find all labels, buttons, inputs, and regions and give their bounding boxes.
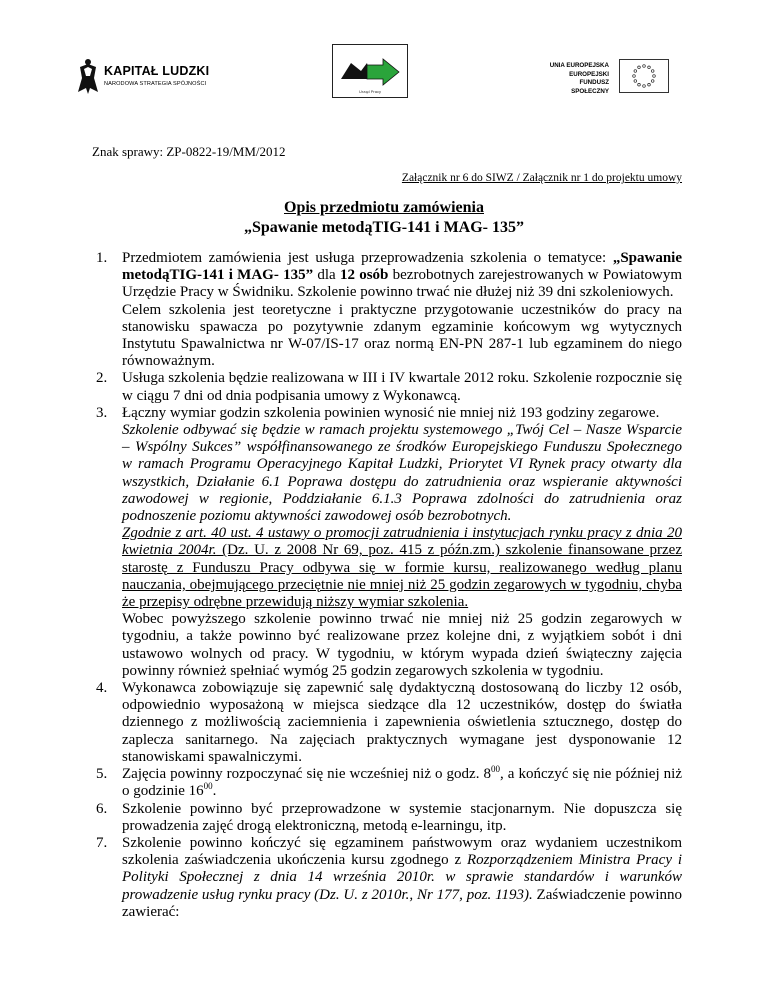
course-name: „Spawanie metodąTIG-141 i MAG- 135” [122, 250, 682, 284]
text-run: Szkolenie powinno kończyć się egzaminem państwowym oraz wydaniem uczestnikom szkolenia zaświadczenia ukończenia kursu zgodnego z [122, 834, 682, 869]
eu-stars-icon [620, 60, 668, 92]
eu-line-3: FUNDUSZ SPOŁECZNY [571, 79, 609, 95]
kapital-ludzki-title: KAPITAŁ LUDZKI [104, 64, 210, 78]
item-number: 4. [96, 680, 108, 697]
text-run: (Dz. U. z 2008 Nr 69, poz. 415 z późn.zm.) szkolenie finansowane przez starostę z Funduszu Pracy odbywa się w formie kursu, realizowanego według planu nauczania, obejmującego przeciętnie nie mniej niż 25 godzin zegarowych w tygodniu, chyba że przepisy odrębne przewidują niższy wymiar szkolenia. [122, 542, 682, 611]
document-subtitle: „Spawanie metodąTIG-141 i MAG- 135” [244, 219, 524, 236]
item-1-paragraph-1 [122, 250, 682, 302]
item-3-project-description: Szkolenie odbywać się będzie w ramach projektu systemowego „Twój Cel – Nasze Wsparcie – Wspólny Sukces” współfinansowanego ze środków Europejskiego Funduszu Społecznego w ramach Programu Operacyjnego Kapitał Ludzki, Priorytet VI Rynek pracy otwarty dla wszystkich, Działanie 6.1 Poprawa dostępu do zatrudnienia oraz wspieranie aktywności zawodowej w regionie, Poddziałanie 6.1.3 Poprawa zdolności do zatrudnienia oraz podnoszenie poziomu aktywności zawodowej osób bezrobotnych. [122, 422, 682, 525]
text-run: Zajęcia powinny rozpoczynać się nie wcześniej niż o godz. 8 [122, 766, 491, 783]
item-1-paragraph-2: Celem szkolenia jest teoretyczne i praktyczne przygotowanie uczestników do pracy na stanowisku spawacza po pozytywnie zdanym egzaminie końcowym wg wytycznych Instytutu Spawalnictwa nr W-07/IS-17 oraz normą EN-PN 287-1 lub egzaminem do niego równoważnym. [122, 301, 682, 370]
item-6-text: Szkolenie powinno być przeprowadzone w systemie stacjonarnym. Nie dopuszcza się prowadzenia zajęć drogą elektroniczną, metodą e-learningu, itp. [122, 800, 682, 834]
text-run: dla [313, 267, 340, 284]
item-5-text [122, 766, 682, 800]
legal-act-reference: Zgodnie z art. 40 ust. 4 ustawy o promocji zatrudnienia i instytucjach rynku pracy z dnia 20 kwietnia 2004r. [122, 525, 682, 559]
start-minutes: 00 [490, 764, 500, 775]
list-item-1 [96, 250, 682, 370]
item-3-legal-basis [122, 525, 682, 611]
document-body [96, 250, 683, 921]
item-number: 1. [96, 250, 108, 266]
list-item-7 [96, 834, 683, 921]
kapital-ludzki-subtitle: NARODOWA STRATEGIA SPÓJNOŚCI [104, 81, 207, 87]
eu-line-1: UNIA EUROPEJSKA [549, 62, 609, 69]
item-number: 2. [96, 370, 108, 387]
item-number: 3. [96, 404, 108, 421]
reference-number: Znak sprawy: ZP-0822-19/MM/2012 [92, 144, 286, 159]
item-number: 7. [96, 834, 108, 851]
text-run: . [212, 783, 217, 800]
list-item-4 [96, 680, 682, 766]
document-title: Opis przedmiotu zamówienia [284, 199, 484, 216]
text-run: Przedmiotem zamówienia jest usługa przeprowadzenia szkolenia o tematyce: [122, 250, 613, 266]
list-item-3 [96, 404, 682, 680]
eu-line-2: EUROPEJSKI [569, 70, 609, 78]
text-run: bezrobotnych zarejestrowanych w Powiatowym Urzędzie Pracy w Świdniku. Szkolenie powinno trwać nie dłużej niż 39 dni szkoleniowych. [122, 267, 682, 301]
eu-logo [543, 62, 675, 95]
list-item-2 [96, 370, 682, 404]
kapital-ludzki-logo [74, 58, 224, 98]
item-7-text [122, 835, 682, 921]
item-4-text: Wykonawca zobowiązuje się zapewnić salę dydaktyczną dostosowaną do liczby 12 osób, odpowiednio wyposażoną w miejsca siedzące dla 12 uczestników, dostęp do światła dziennego z możliwością zaciemnienia i zapewnienia oświetlenia sztucznego, dostęp do zaplecza sanitarnego. Na zajęciach praktycznych wymagane jest dysponowanie 12 stanowiskami spawalniczymi. [122, 680, 682, 765]
eu-flag [619, 59, 669, 93]
end-minutes: 00 [203, 781, 213, 792]
participants-count: 12 osób [339, 267, 389, 284]
kapital-ludzki-emblem-icon [74, 58, 102, 96]
item-number: 5. [96, 766, 108, 783]
item-2-text: Usługa szkolenia będzie realizowana w III i IV kwartale 2012 roku. Szkolenie rozpocznie się w ciągu 7 dni od dnia podpisania umowy z Wykonawcą. [122, 370, 682, 404]
text-run: Zaświadczenie powinno zawierać: [122, 886, 682, 920]
regulation-reference: Rozporządzeniem Ministra Pracy i Polityki Społecznej z dnia 14 września 2010r. w sprawie standardów i warunków prowadzenie usług rynku pracy (Dz. U. z 2010r., Nr 177, poz. 1193). [122, 852, 683, 903]
item-3-paragraph-4: Wobec powyższego szkolenie powinno trwać nie mniej niż 25 godzin zegarowych w tygodniu, a także powinno być realizowane przez kolejne dni, z wyjątkiem sobót i dni ustawowo wolnych od pracy. W tygodniu, w którym wypada dzień świąteczny zajęcia powinny również spełniać wymóg 25 godzin zegarowych szkolenia w tygodniu. [122, 611, 682, 679]
urzad-pracy-logo [332, 44, 408, 98]
text-run: , a kończyć się nie później niż o godzinie 16 [122, 766, 682, 800]
attachment-note: Załącznik nr 6 do SIWZ / Załącznik nr 1 do projektu umowy [401, 172, 682, 184]
eu-text [543, 62, 609, 96]
item-3-paragraph-1: Łączny wymiar godzin szkolenia powinien wynosić nie mniej niż 193 godziny zegarowe. [122, 404, 660, 421]
urzad-pracy-caption: Urząd Pracy [358, 89, 381, 94]
list-item-6 [96, 800, 682, 835]
item-number: 6. [96, 800, 108, 817]
list-item-5 [96, 764, 682, 800]
